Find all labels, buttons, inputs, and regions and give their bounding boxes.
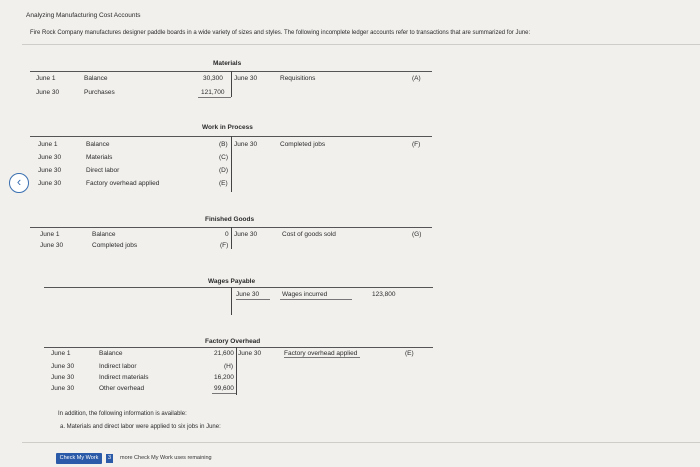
entry-description: Direct labor bbox=[86, 167, 120, 174]
entry-date: June 30 bbox=[51, 363, 75, 370]
entry-description: Indirect labor bbox=[99, 363, 137, 370]
entry-amount: (D) bbox=[219, 167, 229, 174]
chevron-left-icon[interactable]: ‹ bbox=[9, 173, 29, 193]
entry-date: June 30 bbox=[38, 167, 62, 174]
credit-amount: 123,800 bbox=[372, 291, 396, 298]
entry-date: June 1 bbox=[36, 75, 56, 82]
credit-reference: (A) bbox=[412, 75, 421, 82]
intro-text: Fire Rock Company manufactures designer paddle boards in a wide variety of sizes and styles. The following incomplete ledger accounts refer to transactions that are summarized for June: bbox=[30, 30, 531, 36]
entry-description: Factory overhead applied bbox=[86, 180, 160, 187]
credit-reference: (G) bbox=[412, 231, 422, 238]
credit-date: June 30 bbox=[234, 141, 258, 148]
materials-title: Materials bbox=[213, 60, 242, 67]
t-account-divider bbox=[231, 136, 232, 192]
page-title: Analyzing Manufacturing Cost Accounts bbox=[26, 12, 141, 19]
entry-description: Balance bbox=[84, 75, 108, 82]
remaining-uses-text: more Check My Work uses remaining bbox=[120, 455, 212, 461]
credit-date: June 30 bbox=[236, 291, 260, 298]
wages-payable-title: Wages Payable bbox=[208, 278, 256, 285]
entry-amount: 16,200 bbox=[214, 374, 234, 381]
t-account-divider bbox=[231, 287, 232, 315]
credit-reference: (E) bbox=[405, 350, 414, 357]
divider bbox=[22, 442, 700, 443]
wip-title: Work in Process bbox=[202, 124, 253, 131]
divider bbox=[22, 44, 700, 45]
entry-description: Balance bbox=[92, 231, 116, 238]
entry-amount: (B) bbox=[219, 141, 228, 148]
additional-info-item-a: a. Materials and direct labor were applied to six jobs in June: bbox=[60, 424, 221, 430]
total-underline bbox=[198, 97, 231, 98]
remaining-count-badge: 3 bbox=[108, 455, 112, 461]
entry-description: Indirect materials bbox=[99, 374, 149, 381]
check-my-work-button[interactable]: Check My Work bbox=[56, 453, 102, 464]
additional-info-intro: In addition, the following information is available: bbox=[58, 411, 187, 417]
t-account-divider bbox=[231, 71, 232, 97]
entry-amount: (F) bbox=[220, 242, 229, 249]
credit-date: June 30 bbox=[234, 231, 258, 238]
credit-date: June 30 bbox=[238, 350, 262, 357]
entry-amount: (E) bbox=[219, 180, 228, 187]
credit-description: Requisitions bbox=[280, 75, 316, 82]
finished-goods-title: Finished Goods bbox=[205, 216, 255, 223]
entry-description: Purchases bbox=[84, 89, 115, 96]
t-account-divider bbox=[236, 347, 237, 395]
entry-description: Completed jobs bbox=[92, 242, 138, 249]
entry-description: Materials bbox=[86, 154, 113, 161]
credit-description: Cost of goods sold bbox=[282, 231, 336, 238]
credit-description: Factory overhead applied bbox=[284, 350, 358, 357]
underline bbox=[284, 357, 360, 358]
entry-amount: (H) bbox=[224, 363, 234, 370]
entry-description: Other overhead bbox=[99, 385, 145, 392]
credit-date: June 30 bbox=[234, 75, 258, 82]
entry-date: June 30 bbox=[40, 242, 64, 249]
entry-amount: (C) bbox=[219, 154, 229, 161]
credit-description: Completed jobs bbox=[280, 141, 326, 148]
entry-amount: 121,700 bbox=[201, 89, 225, 96]
t-account-top-line bbox=[44, 287, 433, 288]
entry-amount: 30,300 bbox=[203, 75, 223, 82]
entry-date: June 30 bbox=[38, 180, 62, 187]
entry-amount: 99,600 bbox=[214, 385, 234, 392]
underline bbox=[280, 299, 352, 300]
total-underline bbox=[212, 393, 236, 394]
underline bbox=[236, 299, 270, 300]
factory-overhead-title: Factory Overhead bbox=[205, 338, 261, 345]
entry-date: June 30 bbox=[36, 89, 60, 96]
entry-amount: 0 bbox=[225, 231, 229, 238]
entry-date: June 1 bbox=[51, 350, 71, 357]
t-account-divider bbox=[231, 227, 232, 249]
entry-date: June 30 bbox=[51, 385, 75, 392]
entry-date: June 1 bbox=[38, 141, 58, 148]
credit-description: Wages incurred bbox=[282, 291, 328, 298]
t-account-top-line bbox=[44, 347, 433, 348]
entry-description: Balance bbox=[99, 350, 123, 357]
credit-reference: (F) bbox=[412, 141, 421, 148]
entry-amount: 21,600 bbox=[214, 350, 234, 357]
entry-date: June 30 bbox=[38, 154, 62, 161]
entry-date: June 30 bbox=[51, 374, 75, 381]
entry-date: June 1 bbox=[40, 231, 60, 238]
entry-description: Balance bbox=[86, 141, 110, 148]
